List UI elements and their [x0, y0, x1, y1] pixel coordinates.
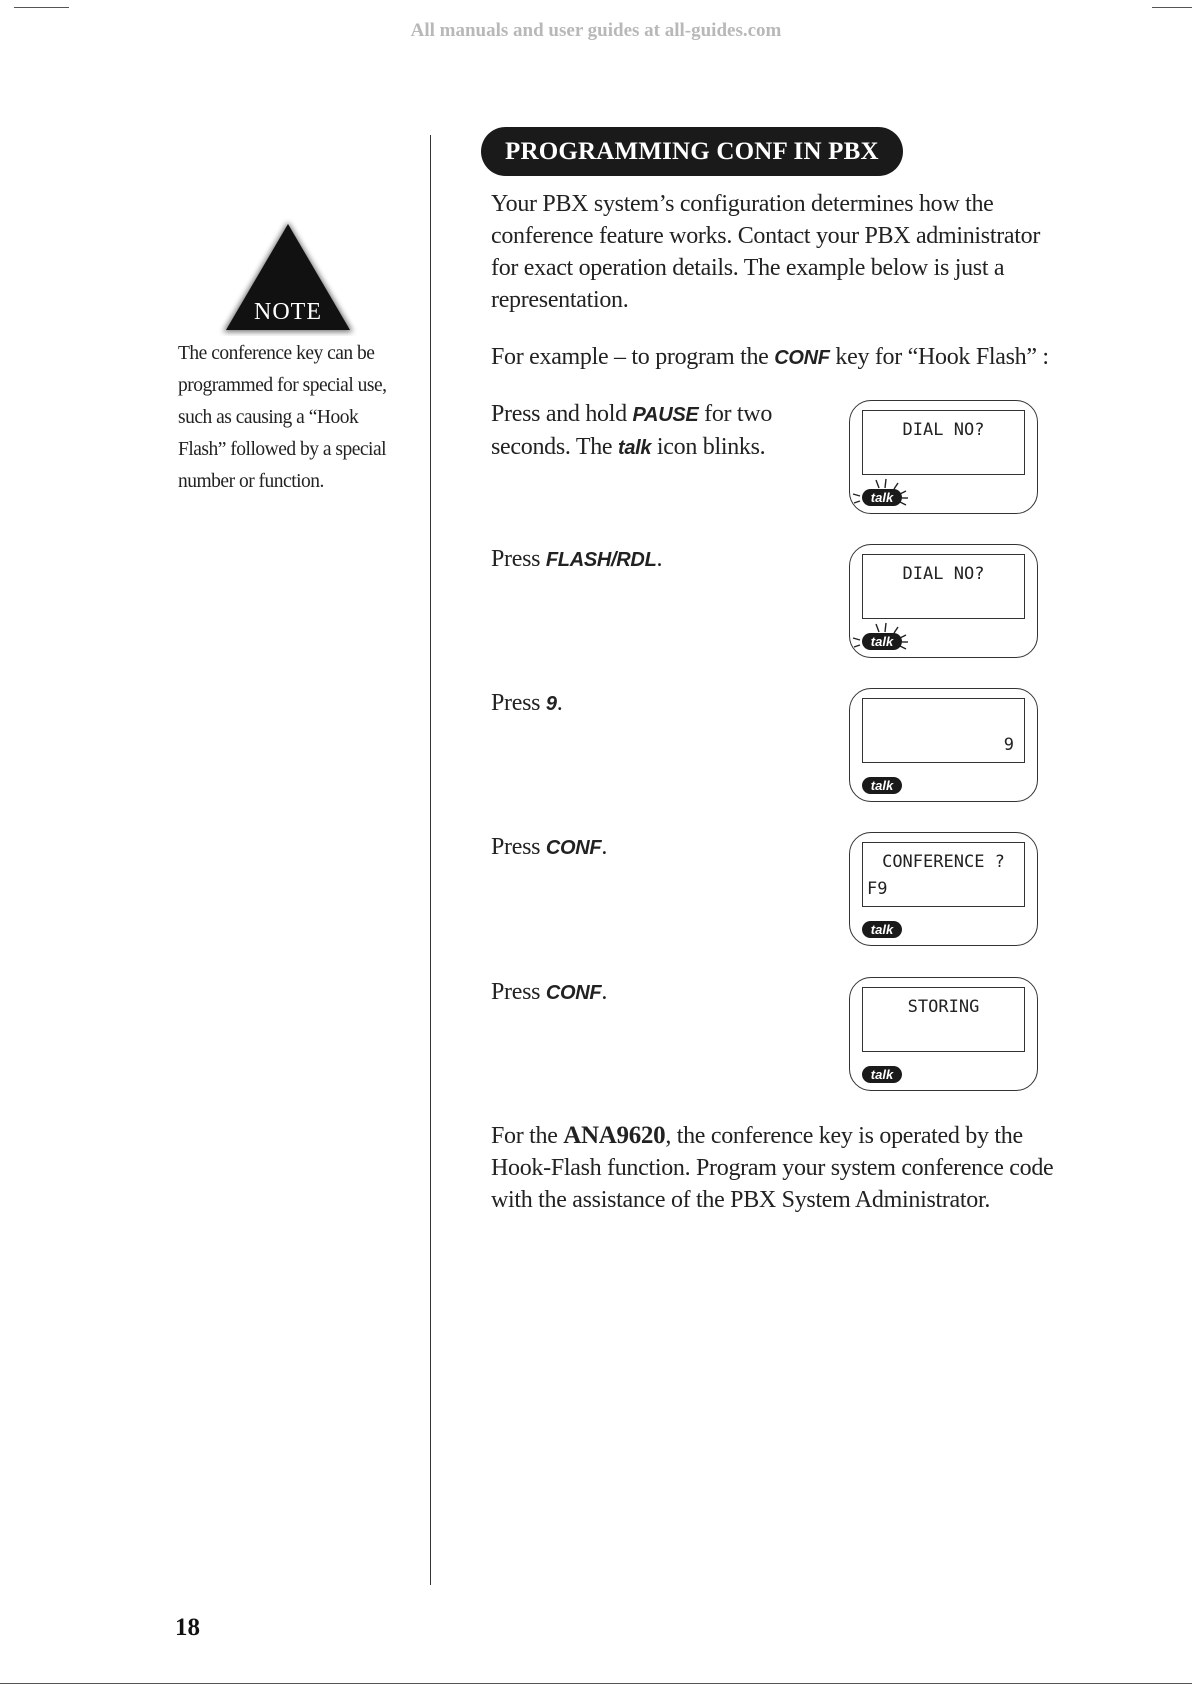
lcd-screen-5 [862, 987, 1025, 1052]
closing-paragraph [491, 1120, 1056, 1216]
step-3-key: 9 [545, 693, 557, 715]
step-2-pre: Press [491, 546, 546, 572]
crop-mark-top-right [1152, 7, 1192, 8]
lcd-screen-3 [862, 698, 1025, 763]
step-4-text [491, 831, 821, 864]
model-name: ANA9620 [563, 1122, 666, 1149]
step-2-key: FLASH/RDL [545, 549, 657, 571]
step-4-post: . [601, 834, 608, 860]
lcd-line-1: DIAL NO? [902, 564, 985, 584]
lcd-display-5 [849, 977, 1038, 1091]
example-after: key for “Hook Flash” : [829, 344, 1049, 370]
step-1-key2: talk [617, 437, 652, 459]
step-3-pre: Press [491, 690, 546, 716]
talk-icon: talk [862, 1066, 902, 1083]
example-key: CONF [774, 347, 830, 369]
closing-after: , the conference key is operated by the Hook-Flash function. Program your system conference code with the assistance of the PBX System Administrator. [491, 1123, 1054, 1213]
lcd-screen-1 [862, 410, 1025, 475]
lcd-screen-4 [862, 842, 1025, 907]
column-divider [430, 135, 431, 1585]
note-icon [215, 218, 361, 336]
step-5-text [491, 976, 821, 1009]
step-4-key: CONF [545, 837, 602, 859]
step-5-key: CONF [545, 982, 602, 1004]
talk-icon: talk [862, 489, 902, 506]
watermark: All manuals and user guides at all-guides.com [410, 20, 782, 41]
lcd-screen-2 [862, 554, 1025, 619]
crop-mark-bottom [0, 1683, 1192, 1684]
step-5-post: . [601, 979, 608, 1005]
intro-paragraph: Your PBX system’s configuration determines how the conference feature works. Contact your PBX administrator for exact operation details. The example below is just a representation. [491, 191, 1041, 313]
note-label: NOTE [254, 299, 322, 325]
closing-before: For the [491, 1123, 564, 1149]
lcd-digit: 9 [1003, 735, 1014, 755]
step-3-text [491, 687, 821, 720]
step-1-mid: for two seconds. The [491, 401, 773, 460]
lcd-line-1: CONFERENCE ? [882, 852, 1005, 872]
lcd-display-1 [849, 400, 1038, 514]
talk-icon: talk [862, 921, 902, 938]
note-text: The conference key can be programmed for special use, such as causing a “Hook Flash” followed by a special number or function. [178, 343, 387, 492]
step-5-pre: Press [491, 979, 546, 1005]
page-number: 18 [175, 1614, 200, 1641]
example-line [491, 341, 1051, 374]
step-1-key: PAUSE [632, 404, 699, 426]
lcd-line-1: STORING [907, 997, 980, 1017]
lcd-display-3 [849, 688, 1038, 802]
step-4-pre: Press [491, 834, 546, 860]
section-title: PROGRAMMING CONF IN PBX [481, 127, 903, 176]
step-1-text [491, 398, 821, 464]
lcd-line-2: F9 [867, 879, 888, 899]
step-2-post: . [656, 546, 663, 572]
step-1-post: icon blinks. [651, 434, 766, 460]
example-before: For example – to program the [491, 344, 775, 370]
talk-icon: talk [862, 633, 902, 650]
crop-mark-top-left [14, 7, 69, 8]
lcd-display-2 [849, 544, 1038, 658]
lcd-line-1: DIAL NO? [902, 420, 985, 440]
step-2-text [491, 543, 821, 576]
step-3-post: . [556, 690, 563, 716]
step-1-pre: Press and hold [491, 401, 633, 427]
talk-icon: talk [862, 777, 902, 794]
lcd-display-4 [849, 832, 1038, 946]
